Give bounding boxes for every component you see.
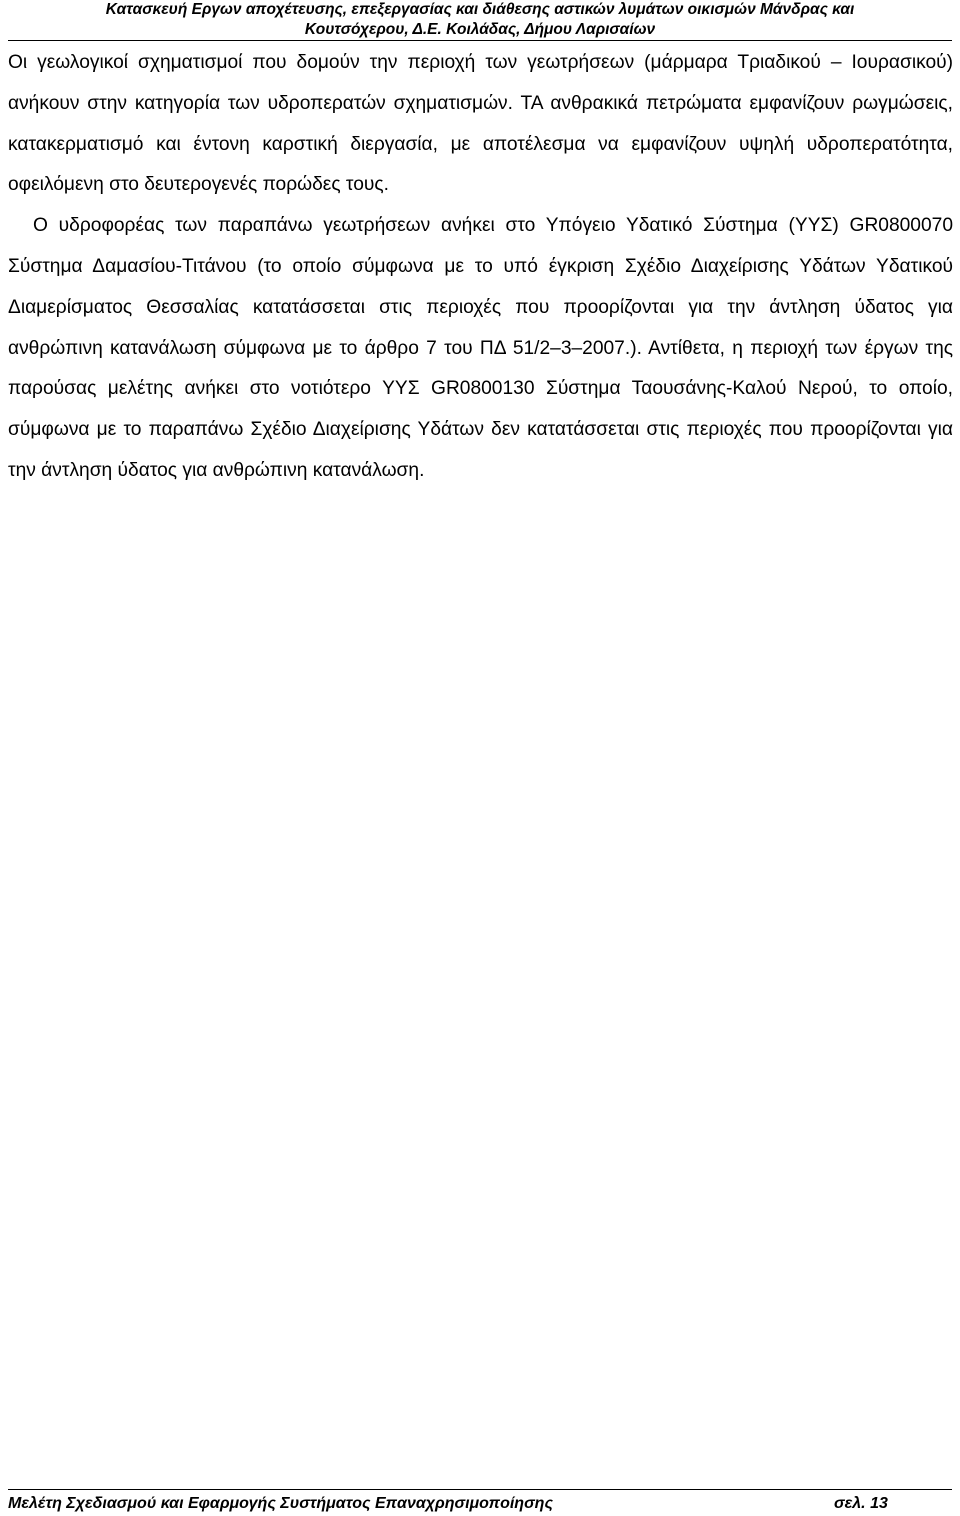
header-rule — [8, 40, 952, 41]
page-footer — [8, 1492, 952, 1516]
footer-page-number: σελ. 13 — [834, 1495, 888, 1512]
paragraph-aquifer: Ο υδροφορέας των παραπάνω γεωτρήσεων ανήκει στο Υπόγειο Υδατικό Σύστημα (ΥΥΣ) GR0800070 Σύστημα Δαμασίου-Τιτάνου (το οποίο σύμφωνα με το υπό έγκριση Σχέδιο Διαχείρισης Υδάτων Υδατικού Διαμερίσματος Θεσσαλίας κατατάσσεται στις περιοχές που προορίζονται για την άντληση ύδατος για ανθρώπινη κατανάλωση σύμφωνα με το άρθρο 7 του ΠΔ 51/2–3–2007.). Αντίθετα, η περιοχή των έργων της παρούσας μελέτης ανήκει στο νοτιότερο ΥΥΣ GR0800130 Σύστημα Ταουσάνης-Καλού Νερού, το οποίο, σύμφωνα με το παραπάνω Σχέδιο Διαχείρισης Υδάτων δεν κατατάσσεται στις περιοχές που προορίζονται για την άντληση ύδατος για ανθρώπινη κατανάλωση. — [8, 215, 953, 481]
footer-rule — [8, 1489, 952, 1490]
footer-study-title: Μελέτη Σχεδιασμού και Εφαρμογής Συστήματος Επαναχρησιμοποίησης — [8, 1495, 553, 1512]
document-body — [8, 43, 953, 492]
header-title-line-2: Κουτσόχερου, Δ.Ε. Κοιλάδας, Δήμου Λαρισαίων — [304, 21, 656, 38]
paragraph-geology: Οι γεωλογικοί σχηματισμοί που δομούν την περιοχή των γεωτρήσεων (μάρμαρα Τριαδικού – Ιουρασικού) ανήκουν στην κατηγορία των υδροπερατών σχηματισμών. ΤΑ ανθρακικά πετρώματα εμφανίζουν ρωγμώσεις, κατακερματισμό και έντονη καρστική διεργασία, με αποτέλεσμα να εμφανίζουν υψηλή υδροπερατότητα, οφειλόμενη στο δευτερογενές πορώδες τους. — [8, 52, 953, 196]
page-header — [0, 0, 960, 40]
header-title-line-1: Κατασκευή Εργων αποχέτευσης, επεξεργασίας και διάθεσης αστικών λυμάτων οικισμών Μάνδρας και — [105, 1, 855, 18]
